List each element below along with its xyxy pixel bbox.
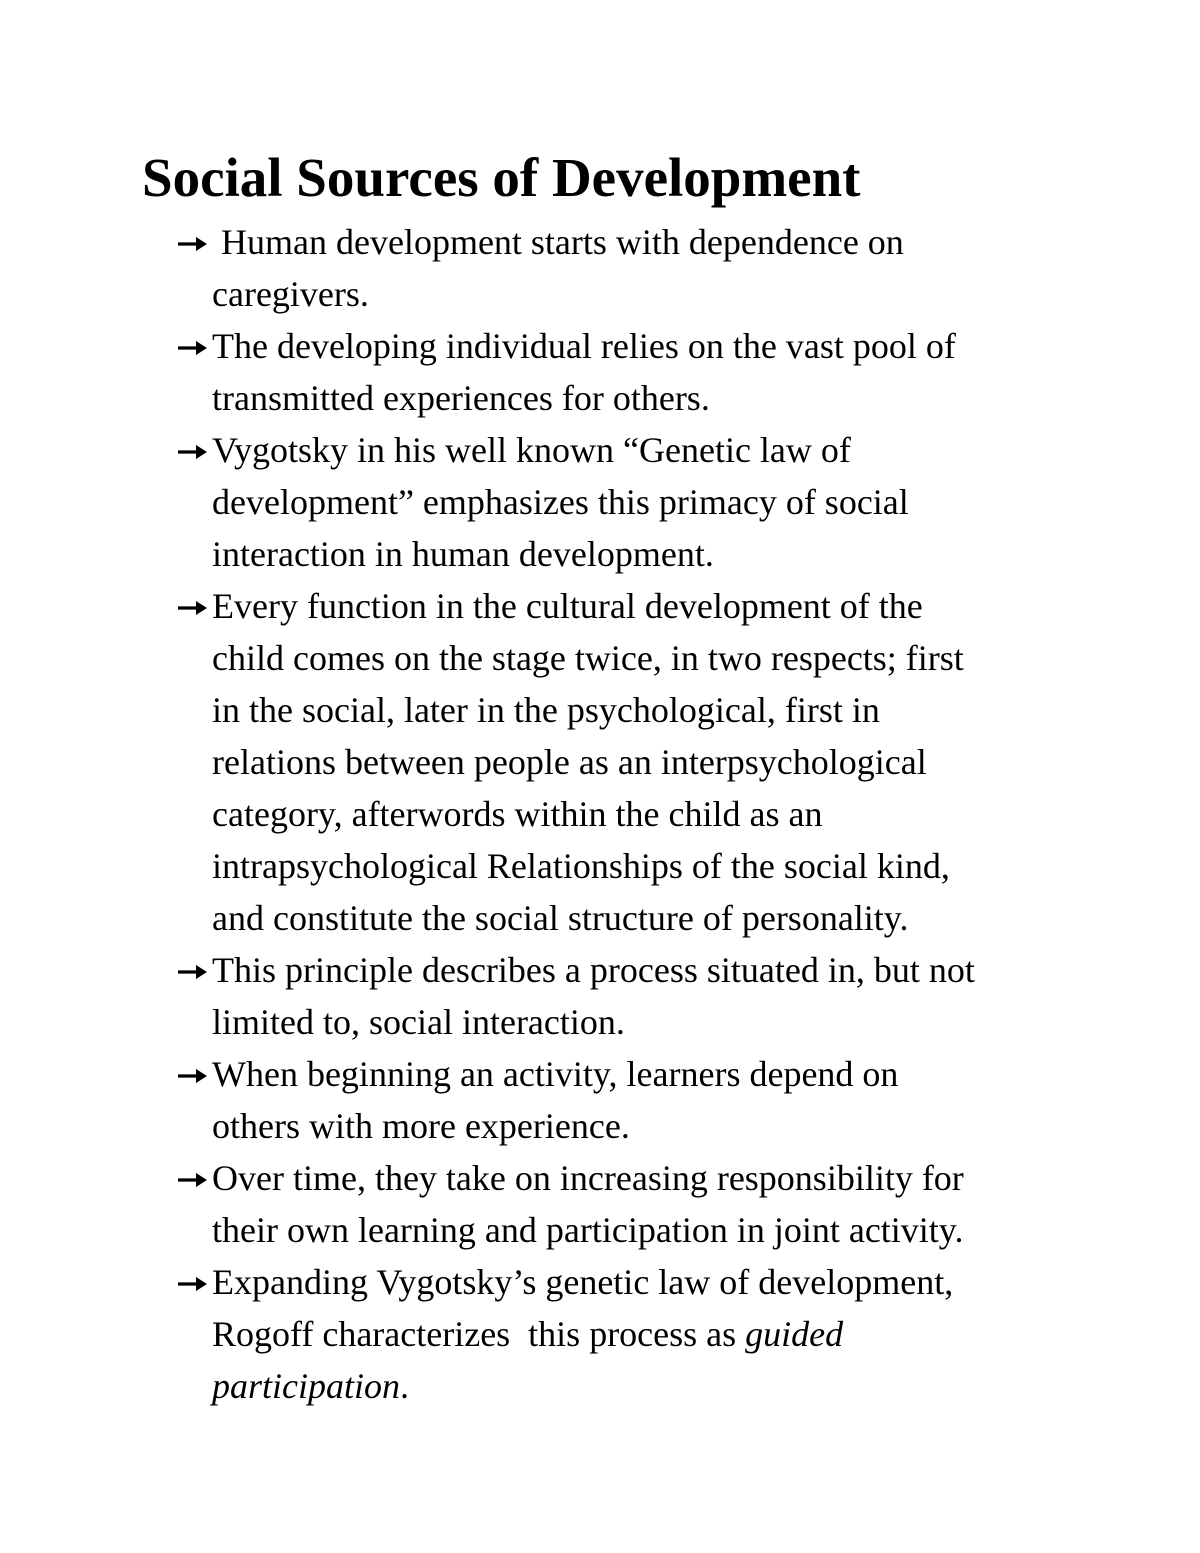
list-item-period: . xyxy=(400,1366,409,1406)
list-item xyxy=(0,424,1062,580)
right-arrow-icon xyxy=(176,424,210,476)
participation-emphasis: participation xyxy=(212,1366,400,1406)
list-item-text: intrapsychological Relationships of the social kind, xyxy=(212,846,950,886)
list-item-text: caregivers. xyxy=(212,274,369,314)
list-item-text: Expanding Vygotsky’s genetic law of development, xyxy=(212,1262,954,1302)
guided-emphasis: guided xyxy=(745,1314,844,1354)
right-arrow-icon xyxy=(176,1256,210,1308)
list-item-text: Every function in the cultural development of the xyxy=(212,586,923,626)
list-item xyxy=(0,320,1062,424)
list-item-text: child comes on the stage twice, in two respects; first xyxy=(212,638,964,678)
list-item-text: relations between people as an interpsychological xyxy=(212,742,927,782)
list-item xyxy=(0,216,1062,320)
list-item xyxy=(0,1048,1062,1152)
list-item xyxy=(0,1256,1062,1412)
list-item-text: and constitute the social structure of personality. xyxy=(212,898,909,938)
list-item-text: transmitted experiences for others. xyxy=(212,378,710,418)
list-item-text: Vygotsky in his well known “Genetic law of xyxy=(212,430,851,470)
list-item xyxy=(0,944,1062,1048)
list-item-text-plain: Rogoff characterizes this process as xyxy=(212,1314,746,1354)
list-item-text: others with more experience. xyxy=(212,1106,630,1146)
right-arrow-icon xyxy=(176,580,210,632)
right-arrow-icon xyxy=(176,320,210,372)
right-arrow-icon xyxy=(176,216,210,268)
right-arrow-icon xyxy=(176,944,210,996)
list-item-text: Over time, they take on increasing responsibility for xyxy=(212,1158,964,1198)
list-item-text: Human development starts with dependence on xyxy=(221,222,904,262)
list-item-text: their own learning and participation in joint activity. xyxy=(212,1210,964,1250)
list-item-text: category, afterwords within the child as an xyxy=(212,794,823,834)
list-item-text: development” emphasizes this primacy of social xyxy=(212,482,909,522)
list-item-text: This principle describes a process situated in, but not xyxy=(212,950,975,990)
list-item-text: limited to, social interaction. xyxy=(212,1002,625,1042)
list-item-text xyxy=(212,1360,1062,1412)
list-item xyxy=(0,1152,1062,1256)
list-item-text xyxy=(212,1308,1062,1360)
list-item-text: interaction in human development. xyxy=(212,534,714,574)
list-item-text: When beginning an activity, learners depend on xyxy=(212,1054,899,1094)
page-title: Social Sources of Development xyxy=(142,147,861,208)
list-item-text: in the social, later in the psychological, first in xyxy=(212,690,880,730)
list-item xyxy=(0,580,1062,944)
right-arrow-icon xyxy=(176,1152,210,1204)
list-item-text: The developing individual relies on the vast pool of xyxy=(212,326,956,366)
bullet-list xyxy=(0,216,1200,1412)
right-arrow-icon xyxy=(176,1048,210,1100)
